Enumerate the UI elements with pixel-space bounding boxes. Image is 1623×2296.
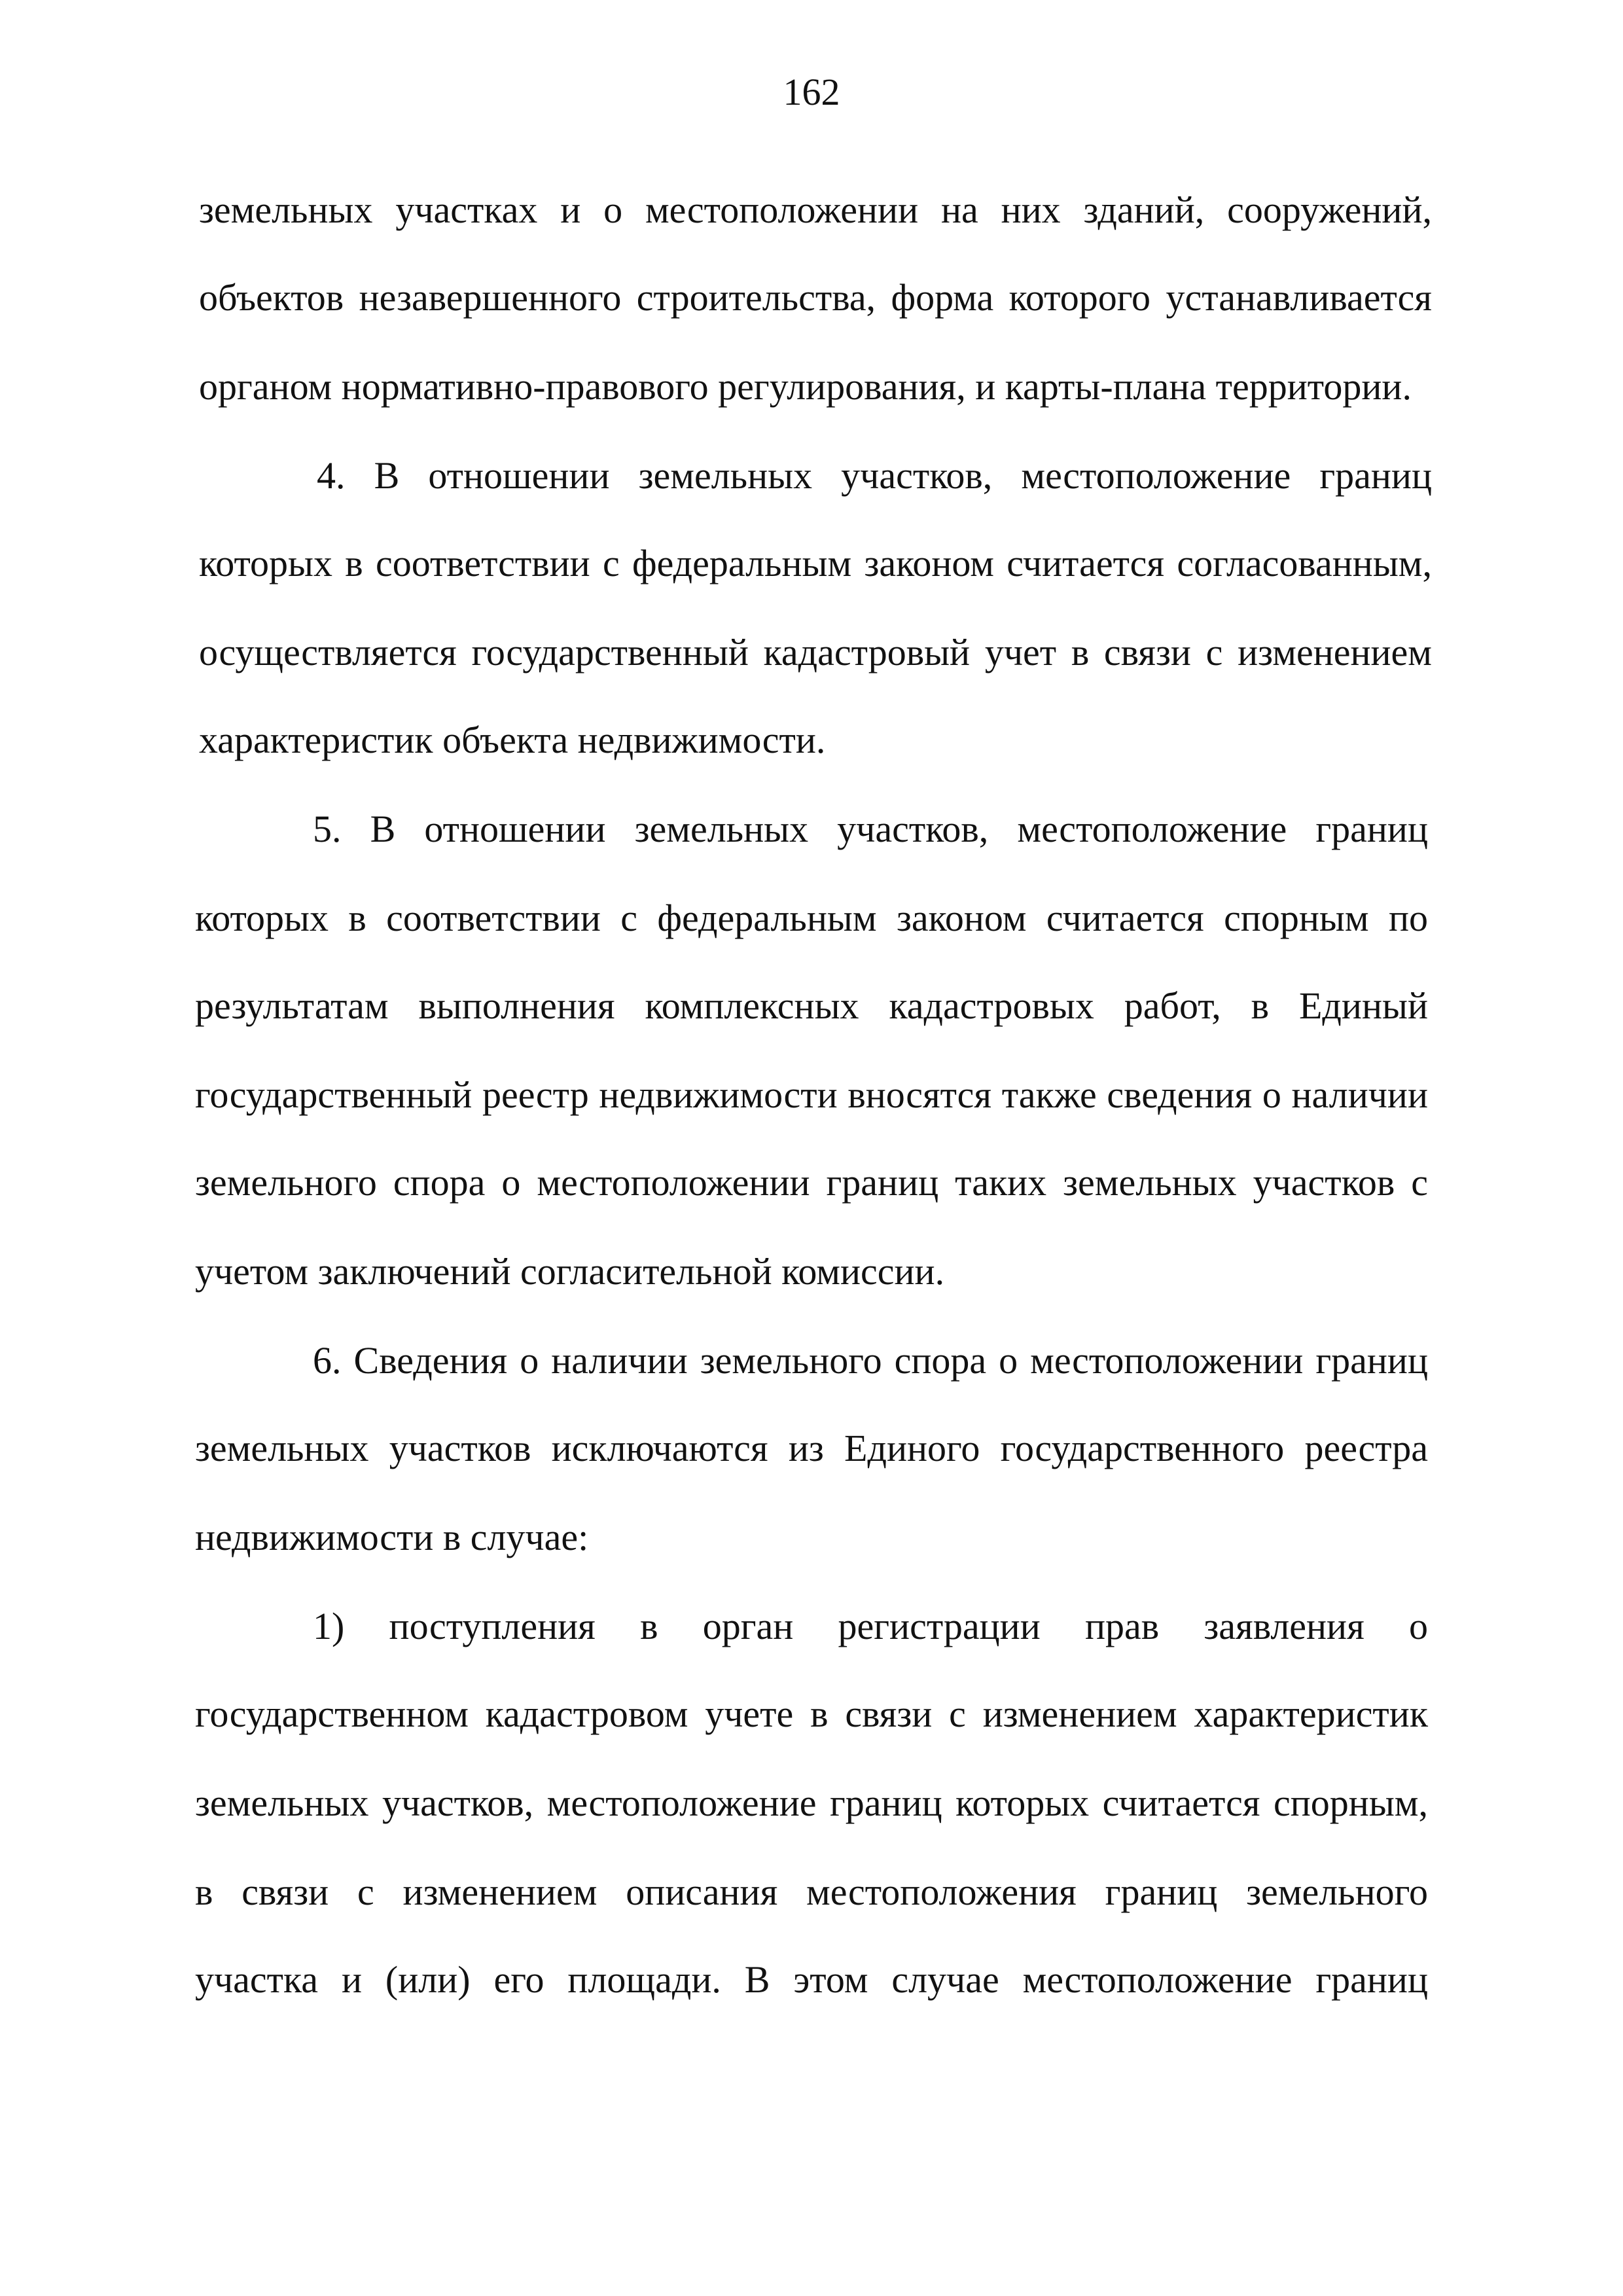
text-line: 1) поступления в орган регистрации прав заявления о (313, 1605, 1428, 1647)
text-line: земельных участков исключаются из Единого государственного реестра (195, 1427, 1428, 1469)
text-line: 6. Сведения о наличии земельного спора о местоположении границ (313, 1339, 1428, 1382)
text-line: 4. В отношении земельных участков, местоположение границ (317, 454, 1432, 497)
text-line: земельного спора о местоположении границ таких земельных участков с (195, 1161, 1428, 1204)
text-line: результатам выполнения комплексных кадастровых работ, в Единый (195, 984, 1428, 1027)
text-line: учетом заключений согласительной комиссии. (195, 1250, 945, 1293)
text-line: государственном кадастровом учете в связи с изменением характеристик (195, 1693, 1428, 1735)
text-line: которых в соответствии с федеральным законом считается согласованным, (199, 542, 1432, 584)
text-line: характеристик объекта недвижимости. (199, 719, 826, 761)
text-line: в связи с изменением описания местоположения границ земельного (195, 1871, 1428, 1913)
text-line: объектов незавершенного строительства, форма которого устанавливается (199, 276, 1432, 319)
page-number: 162 (783, 71, 840, 113)
text-line: недвижимости в случае: (195, 1516, 589, 1558)
text-line: государственный реестр недвижимости вносятся также сведения о наличии (195, 1073, 1428, 1116)
text-line: земельных участках и о местоположении на них зданий, сооружений, (199, 188, 1432, 231)
text-line: осуществляется государственный кадастровый учет в связи с изменением (199, 631, 1432, 673)
text-line: участка и (или) его площади. В этом случае местоположение границ (195, 1958, 1428, 2001)
text-line: земельных участков, местоположение границ которых считается спорным, (195, 1782, 1428, 1824)
text-line: которых в соответствии с федеральным законом считается спорным по (195, 897, 1428, 939)
text-line: 5. В отношении земельных участков, местоположение границ (313, 808, 1428, 850)
text-line: органом нормативно-правового регулирования, и карты-плана территории. (199, 365, 1412, 408)
